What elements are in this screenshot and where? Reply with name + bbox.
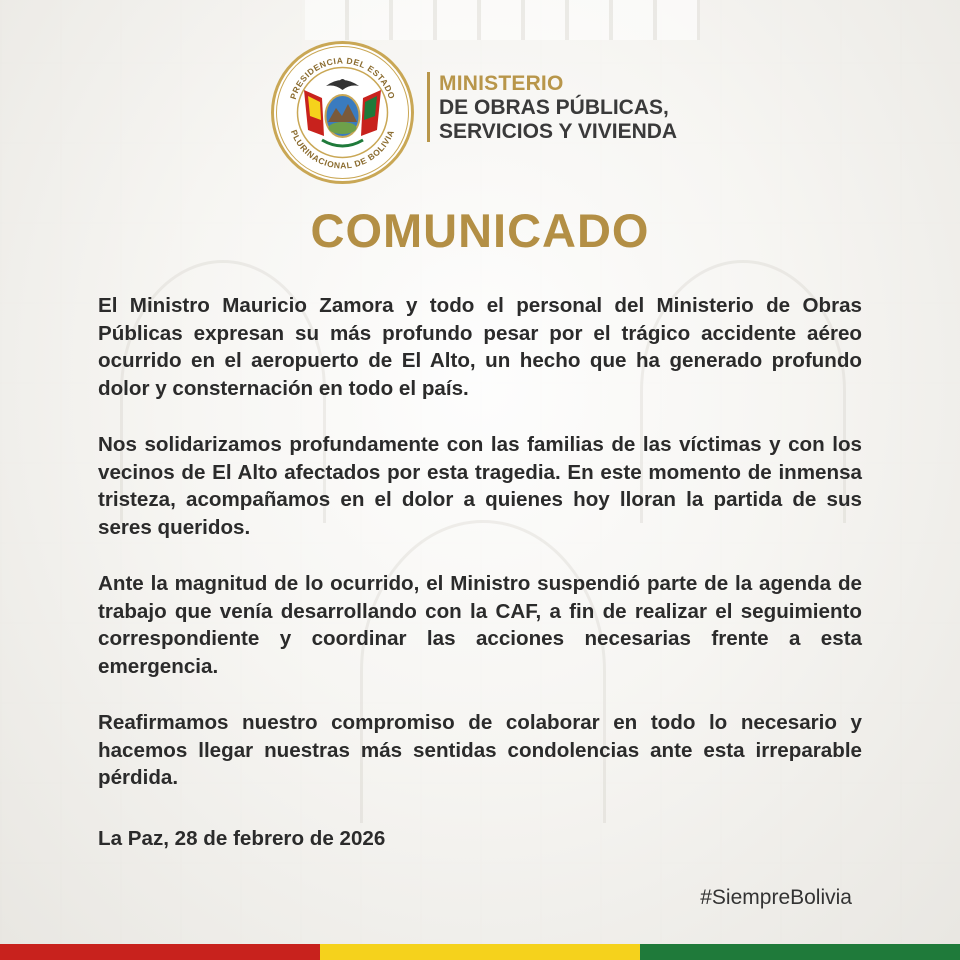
ministry-line-1: MINISTERIO xyxy=(439,72,564,95)
statement-body xyxy=(98,292,862,821)
seal-text-top: PRESIDENCIA DEL ESTADO xyxy=(287,55,398,101)
presidency-seal xyxy=(270,40,415,185)
statement-paragraph: Ante la magnitud de lo ocurrido, el Ministro suspendió parte de la agenda de trabajo que venía desarrollando con la CAF, a fin de realizar el seguimiento correspondiente y coordinar las acciones necesarias frente a esta emergencia. xyxy=(98,572,862,678)
ministry-name xyxy=(439,72,677,144)
hashtag: #SiempreBolivia xyxy=(700,886,852,909)
flag-green-stripe xyxy=(640,944,960,960)
ministry-line-2: DE OBRAS PÚBLICAS, xyxy=(439,96,669,119)
header-divider xyxy=(427,72,430,142)
seal-text-bottom: PLURINACIONAL DE BOLIVIA xyxy=(288,128,397,171)
page-title: COMUNICADO xyxy=(310,204,650,257)
bolivia-coat-of-arms-icon xyxy=(270,40,415,185)
ministry-line-3: SERVICIOS Y VIVIENDA xyxy=(439,120,678,143)
statement-date: La Paz, 28 de febrero de 2026 xyxy=(98,827,386,850)
statement-paragraph: Nos solidarizamos profundamente con las familias de las víctimas y con los vecinos de El Alto afectados por esta tragedia. En este momento de inmensa tristeza, acompañamos en el dolor a quienes hoy lloran la partida de sus seres queridos. xyxy=(98,433,862,539)
bolivia-flag-stripe xyxy=(0,944,960,960)
statement-paragraph: El Ministro Mauricio Zamora y todo el personal del Ministerio de Obras Públicas expresan su más profundo pesar por el trágico accidente aéreo ocurrido en el aeropuerto de El Alto, un hecho que ha generado profundo dolor y consternación en todo el país. xyxy=(98,294,862,400)
flag-yellow-stripe xyxy=(320,944,640,960)
background-skylight xyxy=(305,0,700,40)
flag-red-stripe xyxy=(0,944,320,960)
statement-paragraph: Reafirmamos nuestro compromiso de colaborar en todo lo necesario y hacemos llegar nuestras más sentidas condolencias ante esta irreparable pérdida. xyxy=(98,711,862,789)
